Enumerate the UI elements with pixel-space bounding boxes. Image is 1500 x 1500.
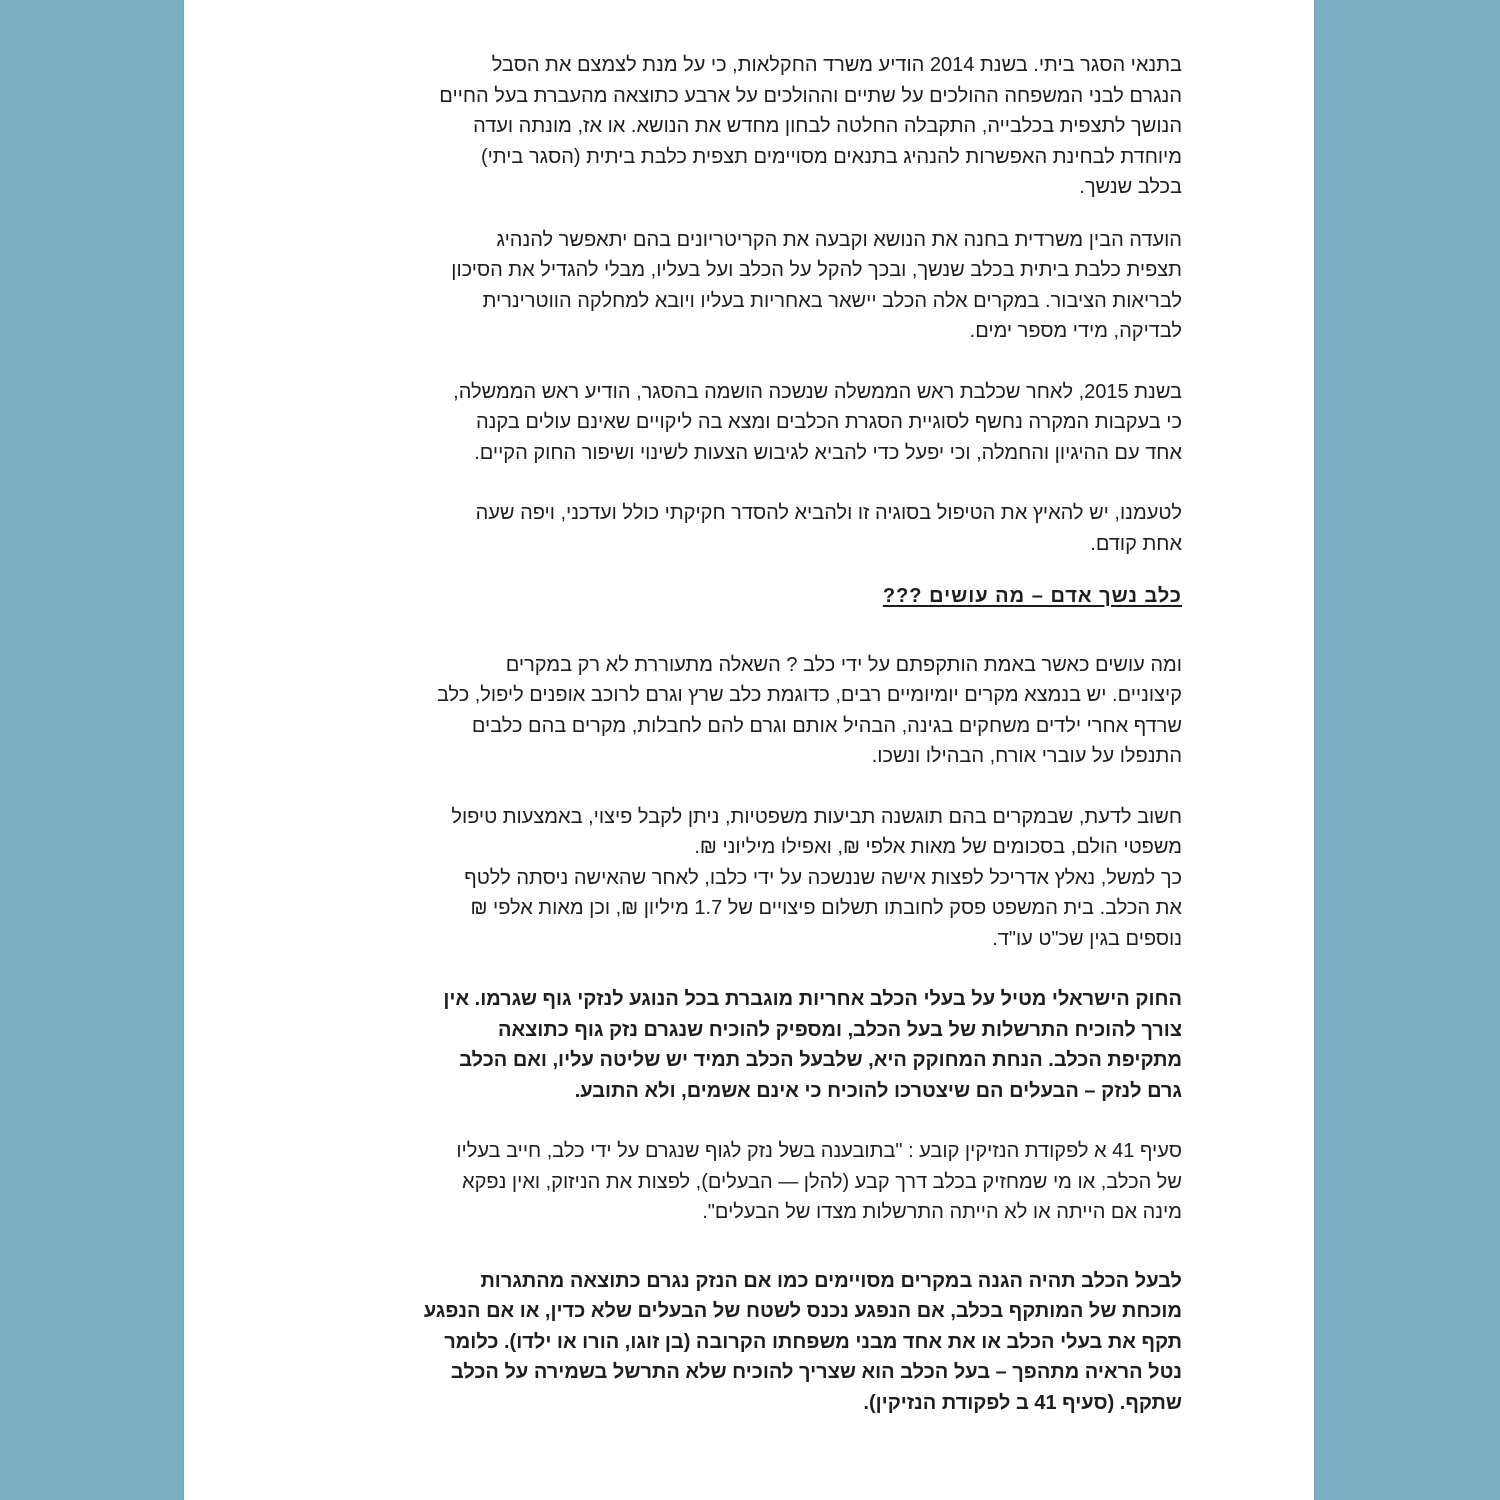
- text-line: כך למשל, נאלץ אדריכל לפצות אישה שננשכה על ידי כלבו, לאחר שהאישה ניסתה ללטף: [464, 866, 1182, 889]
- text-line: התנפלו על עוברי אורח, הבהילו ונשכו.: [871, 745, 1182, 767]
- text-line: בכלב שנשך.: [1079, 176, 1182, 198]
- paragraph-5: [334, 650, 1182, 772]
- text-line: מתקיפת הכלב. הנחת המחוקק היא, שלבעל הכלב תמיד יש שליטה עליו, ואם הכלב: [459, 1049, 1182, 1071]
- text-line: את הכלב. בית המשפט פסק לחובתו תשלום פיצויים של 1.7 מיליון ₪, וכן מאות אלפי ₪: [470, 897, 1182, 919]
- text-line: לבריאות הציבור. במקרים אלה הכלב יישאר באחריות בעליו ויובא למחלקה הווטרינרית: [482, 289, 1182, 312]
- text-line: תקף את בעלי הכלב או את אחד מבני משפחתו הקרובה (בן זוגו, הורו או ילדו). כלומר: [444, 1330, 1182, 1353]
- text-line: אחד עם ההיגיון והחמלה, וכי יפעל כדי להביא לגיבוש הצעות לשינוי ושיפור החוק הקיים.: [474, 441, 1182, 464]
- paragraph-gap: [334, 954, 1182, 984]
- text-line: לטעמנו, יש להאיץ את הטיפול בסוגיה זו ולהביא להסדר חקיקתי כולל ועדכני, ויפה שעה: [475, 502, 1182, 524]
- text-line: ומה עושים כאשר באמת הותקפתם על ידי כלב ? השאלה מתעוררת לא רק במקרים: [505, 653, 1182, 676]
- document-page: [184, 0, 1314, 1500]
- text-line: מוכחת של המותקף בכלב, אם הנפגע נכנס לשטח של הבעלים שלא כדין, או אם הנפגע: [423, 1300, 1182, 1322]
- text-line: חשוב לדעת, שבמקרים בהם תוגשנה תביעות משפטיות, ניתן לקבל פיצוי, באמצעות טיפול: [451, 805, 1182, 828]
- paragraph-3: [334, 377, 1182, 469]
- text-line: נטל הראיה מתהפך – בעל הכלב הוא שצריך להוכיח שלא התרשל בשמירה על הכלב: [450, 1361, 1182, 1383]
- paragraph-gap: [334, 612, 1182, 650]
- paragraph-8: [334, 1136, 1182, 1228]
- paragraph-gap: [334, 1228, 1182, 1266]
- paragraph-gap: [334, 347, 1182, 377]
- text-line: מיוחדת לבחינת האפשרות להנהיג בתנאים מסויימים תצפית כלבת ביתית (הסגר ביתי): [480, 145, 1182, 168]
- text-line: לבעל הכלב תהיה הגנה במקרים מסויימים כמו אם הנזק נגרם כתוצאה מהתגרות: [480, 1269, 1182, 1292]
- paragraph-gap: [334, 203, 1182, 225]
- paragraph-9-bold: [334, 1266, 1182, 1419]
- text-line: בתנאי הסגר ביתי. בשנת 2014 הודיע משרד החקלאות, כי על מנת לצמצם את הסבל: [491, 54, 1182, 76]
- text-line: שתקף. (סעיף 41 ב לפקודת הנזיקין).: [863, 1391, 1182, 1414]
- text-line: משפטי הולם, בסכומים של מאות אלפי ₪, ואפילו מיליוני ₪.: [694, 836, 1182, 858]
- text-line: שרדף אחרי ילדים משחקים בגינה, הבהיל אותם וגרם להם לחבלות, מקרים בהם כלבים: [471, 714, 1182, 737]
- paragraph-4: [334, 498, 1182, 559]
- section-heading: כלב נשך אדם – מה עושים ???: [882, 585, 1182, 607]
- text-line: של הכלב, או מי שמחזיק בכלב דרך קבע (להלן — הבעלים), לפצות את הניזוק, ואין נפקא: [462, 1170, 1182, 1193]
- text-line: גרם לנזק – הבעלים הם שיצטרכו להוכיח כי אינם אשמים, ולא התובע.: [574, 1079, 1182, 1102]
- text-line: לבדיקה, מידי מספר ימים.: [969, 320, 1182, 342]
- text-line: בשנת 2015, לאחר שכלבת ראש הממשלה שנשכה הושמה בהסגר, הודיע ראש הממשלה,: [453, 380, 1182, 403]
- paragraph-gap: [334, 772, 1182, 802]
- paragraph-2: [334, 225, 1182, 347]
- paragraph-gap: [334, 559, 1182, 581]
- text-line: אחת קודם.: [1090, 532, 1182, 555]
- text-line: סעיף 41 א לפקודת הנזיקין קובע : "בתובענה בשל נזק לגוף שנגרם על ידי כלב, חייב בעליו: [456, 1140, 1182, 1162]
- text-line: הנושך לתצפית בכלבייה, התקבלה החלטה לבחון מחדש את הנושא. או אז, מונתה ועדה: [473, 115, 1182, 137]
- text-line: קיצוניים. יש בנמצא מקרים יומיומיים רבים, כדוגמת כלב שרץ וגרם לרוכב אופנים ליפול, כלב: [436, 684, 1182, 706]
- paragraph-1: [334, 50, 1182, 203]
- text-line: מינה אם הייתה או לא הייתה התרשלות מצדו של הבעלים".: [702, 1201, 1182, 1223]
- paragraph-gap: [334, 468, 1182, 498]
- text-line: החוק הישראלי מטיל על בעלי הכלב אחריות מוגברת בכל הנוגע לנזקי גוף שגרמו. אין: [443, 988, 1182, 1010]
- paragraph-6: [334, 802, 1182, 955]
- document-body: [334, 50, 1182, 1418]
- text-line: נוספים בגין שכ"ט עו"ד.: [992, 927, 1182, 950]
- section-heading-row: [334, 581, 1182, 612]
- paragraph-7-bold: [334, 984, 1182, 1106]
- text-line: הועדה הבין משרדית בחנה את הנושא וקבעה את הקריטריונים בהם יתאפשר להנהיג: [496, 228, 1182, 251]
- paragraph-gap: [334, 1106, 1182, 1136]
- text-line: כי בעקבות המקרה נחשף לסוגיית הסגרת הכלבים ומצא בה ליקויים שאינם עולים בקנה: [475, 411, 1182, 433]
- text-line: הנגרם לבני המשפחה ההולכים על שתיים וההולכים על ארבע כתוצאה מהעברת בעל החיים: [439, 84, 1182, 107]
- text-line: צורך להוכיח התרשלות של בעל הכלב, ומספיק להוכיח שנגרם נזק גוף כתוצאה: [497, 1018, 1182, 1041]
- text-line: תצפית כלבת ביתית בכלב שנשך, ובכך להקל על הכלב ועל בעליו, מבלי להגדיל את הסיכון: [451, 259, 1182, 281]
